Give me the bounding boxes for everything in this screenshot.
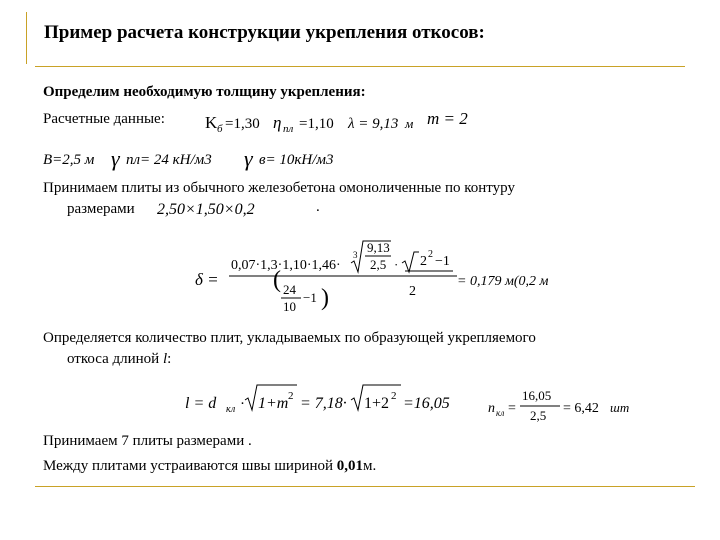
dot-operator: ·: [394, 257, 399, 272]
joints-suffix: м.: [363, 458, 377, 474]
calc-formula: [205, 104, 495, 138]
sqrt1-body: 1+m: [258, 395, 289, 412]
length-formula: [185, 382, 465, 422]
big-den-denominator: 10: [283, 299, 296, 314]
plates-dot: .: [316, 199, 320, 215]
count-text-suffix: :: [167, 351, 172, 367]
inner-root-minus: −1: [435, 254, 450, 269]
lambda-value: λ = 9,13: [348, 116, 399, 132]
count-text-prefix: откоса длиной: [67, 351, 163, 367]
inner-root-exponent: 2: [428, 249, 433, 260]
gamma-pl-symbol: γ: [111, 146, 120, 171]
l-middle: = 7,18·: [300, 395, 347, 412]
close-paren: ): [321, 285, 329, 311]
n-unit: шт: [610, 400, 630, 415]
n-equals: =: [508, 401, 516, 416]
big-den-numerator: 24: [283, 282, 296, 297]
intro-heading: Определим необходимую толщину укрепления:: [43, 84, 366, 100]
param-gamma-pl: пл= 24 кН/м3: [126, 152, 212, 168]
eta-value: =1,10: [299, 116, 334, 132]
m-value: m = 2: [427, 109, 468, 128]
delta-root-index: 3: [353, 250, 358, 260]
n-result: = 6,42: [563, 401, 599, 416]
joints-line: [43, 458, 376, 475]
plates-text-line1: Принимаем плиты из обычного железобетона омоноличенные по контуру: [43, 180, 515, 196]
param-gamma-w: в= 10кН/м3: [259, 152, 334, 168]
l-lhs: l = d: [185, 395, 217, 412]
lambda-unit: м: [405, 116, 414, 131]
n-denominator: 2,5: [530, 408, 547, 423]
decor-vertical-line: [26, 12, 27, 64]
joints-prefix: Между плитами устраиваются швы шириной: [43, 458, 337, 474]
inner-denominator: 2: [409, 284, 416, 299]
kb-value: =1,30: [225, 116, 260, 132]
sqrt1-exponent: 2: [288, 390, 294, 402]
plates-text-line2: размерами: [67, 201, 135, 217]
n-lhs: n: [488, 401, 495, 416]
kb-symbol: K: [205, 113, 218, 132]
open-paren: (: [273, 267, 281, 293]
gamma-w-symbol: γ: [244, 146, 253, 171]
l-dot: ·: [240, 396, 245, 412]
n-numerator: 16,05: [522, 388, 552, 403]
plates-dims: 2,50×1,50×0,2: [157, 201, 255, 218]
delta-numerator-prefix: 0,07·1,3·1,10·1,46·: [231, 258, 341, 273]
calc-label: Расчетные данные:: [43, 111, 165, 127]
param-b: B=2,5 м: [43, 152, 95, 168]
sqrt2-exponent: 2: [391, 390, 397, 402]
sqrt-denominator: 2,5: [370, 257, 387, 272]
joints-value: 0,01: [336, 458, 364, 474]
eta-symbol: η: [273, 113, 282, 132]
delta-result: = 0,179 м(0,2 м: [457, 274, 549, 289]
sqrt-numerator: 9,13: [367, 240, 390, 255]
n-lhs-subscript: кл: [496, 408, 505, 418]
inner-root-base: 2: [420, 254, 427, 269]
delta-lhs: δ =: [195, 270, 219, 289]
count-text-var: l: [162, 351, 168, 367]
big-den-minus: −1: [303, 290, 317, 305]
decor-top-rule: [35, 66, 685, 67]
l-lhs-subscript: кл: [226, 404, 236, 415]
accept-line: Принимаем 7 плиты размерами .: [43, 433, 252, 449]
decor-bottom-rule: [35, 486, 695, 487]
sqrt2-body: 1+2: [364, 395, 390, 412]
count-text-line2: [67, 351, 171, 368]
slide-title: Пример расчета конструкции укрепления откосов:: [44, 22, 485, 43]
delta-formula: [195, 238, 565, 316]
kb-subscript: б: [217, 123, 223, 135]
count-formula: [488, 386, 668, 428]
count-text-line1: Определяется количество плит, укладываемых по образующей укрепляемого: [43, 330, 536, 346]
l-result: =16,05: [403, 395, 450, 412]
eta-subscript: пл: [283, 123, 294, 135]
square-root-sign: [402, 252, 419, 272]
